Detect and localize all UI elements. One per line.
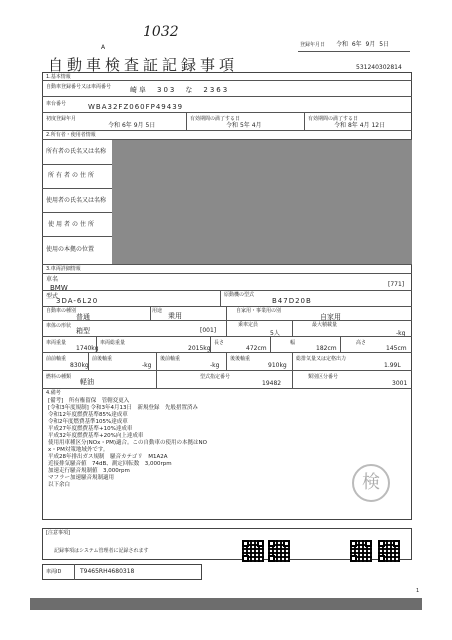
weight: 1740kg — [76, 345, 99, 352]
ff-label: 前前軸重 — [46, 356, 67, 362]
width-label: 幅 — [290, 340, 296, 346]
issue-date: 令和 6年 9月 5日 — [336, 41, 390, 48]
fr-label: 前後軸重 — [92, 356, 113, 362]
fuel-label: 燃料の種類 — [46, 374, 72, 380]
rr: 910kg — [268, 362, 287, 369]
section-basic: 1.基本情報 — [46, 74, 71, 80]
type-no: 19482 — [262, 380, 282, 387]
purpose-label: 自家用・事業用の別 — [236, 308, 282, 314]
kind: 普通 — [76, 313, 90, 321]
user-name-label: 使用者の氏名又は名称 — [46, 197, 107, 204]
vin: WBA32FZ060FP49439 — [88, 103, 184, 111]
type-no-label: 型式指定番号 — [200, 374, 231, 380]
inspection-stamp: 検 — [352, 464, 390, 502]
vin-label: 車台番号 — [46, 101, 67, 107]
notes-label: [注意事項] — [46, 530, 70, 536]
page-number: 1 — [416, 588, 420, 594]
body: 箱型 — [76, 327, 90, 335]
qr-code-4 — [378, 540, 400, 562]
handwritten-mark: A — [101, 44, 106, 51]
fuel: 軽油 — [80, 378, 94, 386]
maxload-label: 最大積載量 — [312, 322, 338, 328]
width: 182cm — [316, 345, 337, 352]
length-label: 長さ — [214, 340, 225, 346]
gross: 2015kg — [188, 345, 211, 352]
remarks-text: [備考] 所有権留保 管轄変更入 [令和3年度規制] 令和3年4月13日 新規登録 先般措置済み 令和12年度燃費基準85%達成車 令和2年度燃費基準105%達成車 平成27年度燃費基準+10%達成車 平成32年度燃費基準+20%向上達成車 使用用車種区分(NOx・PM)適合。この自動車の使用の本拠はNO x・PM対策地域外です。 平成28年排出ガス規制 騒音カテゴリ M1A2A 近接排気騒音値 74dB、測定回転数 3,000rpm 加速走行騒音規制値 3,000rpm マフラー加速騒音規制適用 以下余白 — [48, 398, 207, 488]
reg-label: 自動車登録番号又は車両番号 — [46, 84, 112, 90]
ff: 830kg — [70, 362, 89, 369]
plate-number: 崎阜 303 な 2363 — [130, 86, 230, 94]
displacement: 1.99L — [384, 362, 401, 369]
handwritten-number: 1032 — [143, 24, 179, 40]
capacity-label: 乗車定員 — [238, 322, 259, 328]
valid-date: 令和 5年 4月 — [226, 122, 262, 129]
length: 472cm — [246, 345, 267, 352]
maker: BMW — [50, 284, 68, 292]
model: 3DA-6L20 — [56, 297, 99, 305]
height-label: 高さ — [356, 340, 367, 346]
use-label: 用途 — [152, 308, 163, 314]
use: 乗用 — [168, 312, 182, 320]
kind-label: 自動車の種別 — [46, 308, 77, 314]
document-number: 531240302814 — [356, 64, 402, 71]
class-no-label: 類別区分番号 — [308, 374, 339, 380]
qr-code-1 — [242, 540, 264, 562]
rf: -kg — [210, 362, 220, 369]
qr-code-2 — [268, 540, 290, 562]
engine: B47D20B — [272, 297, 312, 305]
maker-code: [771] — [388, 281, 405, 288]
class-no: 3001 — [392, 380, 408, 387]
weight-label: 車両重量 — [46, 340, 67, 346]
height: 145cm — [386, 345, 407, 352]
rf-label: 後前軸重 — [160, 356, 181, 362]
scan-bottom-bar — [30, 598, 422, 610]
purpose: 自家用 — [320, 313, 341, 321]
owner-name-label: 所有者の氏名又は名称 — [46, 148, 107, 155]
footer-id-label: 車両ID — [46, 569, 62, 575]
issue-date-label: 登録年月日 — [300, 42, 326, 48]
section-owner: 2.所有者・使用者情報 — [46, 132, 96, 138]
gross-label: 車両総重量 — [100, 340, 126, 346]
section-vehicle: 3.車両詳細情報 — [46, 266, 81, 272]
capacity: 5人 — [270, 330, 280, 337]
notes-text: 記録事項はシステム管理者に記録されます — [54, 548, 149, 554]
model-label: 型式 — [46, 293, 59, 300]
first-reg-date: 令和 6年 9月 5日 — [108, 122, 156, 129]
expiry-date: 令和 8年 4月 12日 — [334, 122, 386, 129]
first-reg-label: 初度登録年月 — [46, 116, 77, 122]
maxload: -kg — [396, 330, 406, 337]
body-code: [001] — [200, 327, 217, 334]
expiry-label: 有効期間の満了する日 — [308, 116, 359, 122]
section-remarks: 4.備考 — [46, 390, 61, 396]
maker-label: 車名 — [46, 276, 59, 283]
user-address-label: 使用者の住所 — [48, 221, 97, 228]
base-location-label: 使用の本拠の位置 — [46, 246, 95, 253]
valid-label: 有効期間の満了する日 — [190, 116, 241, 122]
document-title: 自動車検査証記録事項 — [48, 56, 239, 74]
qr-code-3 — [350, 540, 372, 562]
disp-label: 総排気量又は定格出力 — [296, 356, 347, 362]
footer-id: T9465RH4680318 — [80, 568, 135, 575]
body-label: 車体の形状 — [46, 323, 72, 329]
fr: -kg — [142, 362, 152, 369]
engine-label: 原動機の型式 — [224, 292, 255, 298]
owner-address-label: 所有者の住所 — [48, 172, 97, 179]
rr-label: 後後軸重 — [230, 356, 251, 362]
redacted-owner-info — [112, 140, 412, 264]
